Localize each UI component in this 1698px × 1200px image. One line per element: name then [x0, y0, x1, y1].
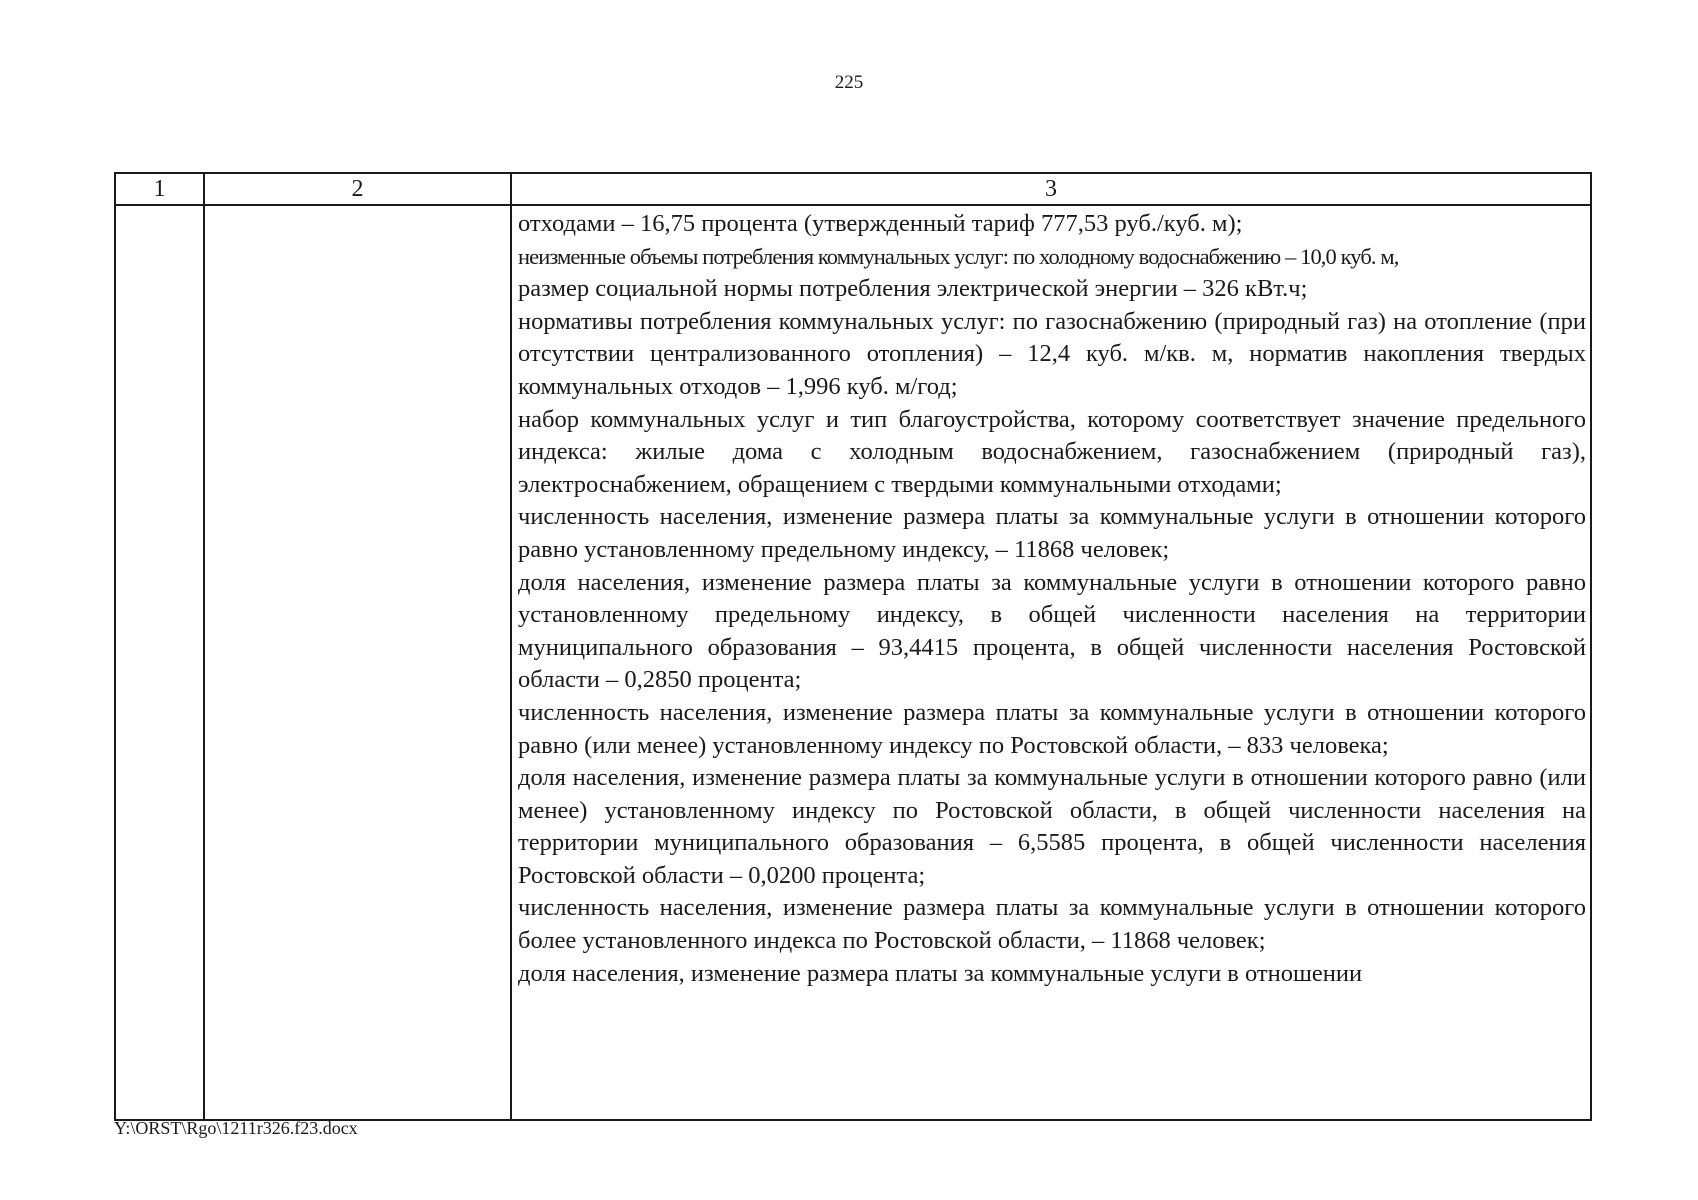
paragraph-unchanged-volumes: неизменные объемы потребления коммунальных услуг: по холодному водоснабжению – 10,0 куб. м,: [518, 243, 1399, 269]
document-table: [114, 172, 1592, 1121]
paragraph-social-norm: размер социальной нормы потребления электрической энергии – 326 кВт.ч;: [518, 275, 1308, 303]
column-header-2: 2: [204, 173, 511, 205]
paragraph-share-more: доля населения, изменение размера платы за коммунальные услуги в отношении: [518, 959, 1363, 987]
footer-file-path: Y:\ORST\Rgo\1211r326.f23.docx: [114, 1118, 358, 1138]
paragraph-population-less: численность населения, изменение размера платы за коммунальные услуги в отношении которого равно (или менее) установленному индексу по Ростовской области, – 833 человека;: [518, 698, 1586, 759]
paragraph-services-set: набор коммунальных услуг и тип благоустройства, которому соответствует значение предельного индекса: жилые дома с холодным водоснабжением, газоснабжением (природный газ), электроснабжением, обращением с твердыми коммунальными отходами;: [518, 405, 1586, 498]
paragraph-waste-tariff: отходами – 16,75 процента (утвержденный тариф 777,53 руб./куб. м);: [518, 210, 1243, 237]
cell-column-3: [511, 205, 1591, 1120]
paragraph-share-less: доля населения, изменение размера платы за коммунальные услуги в отношении которого равно (или менее) установленному индексу по Ростовской области, в общей численности населения на территории муниципального образования – 6,5585 процента, в общей численности населения Ростовской области – 0,0200 процента;: [518, 764, 1586, 889]
column-header-1: 1: [115, 173, 204, 205]
paragraph-share-equal: доля населения, изменение размера платы за коммунальные услуги в отношении которого равно установленному предельному индексу, в общей численности населения на территории муниципального образования – 93,4415 процента, в общей численности населения Ростовской области – 0,2850 процента;: [518, 568, 1586, 694]
table-row: [115, 205, 1591, 1120]
paragraph-consumption-norms: нормативы потребления коммунальных услуг: по газоснабжению (природный газ) на отопление (при отсутствии централизованного отопления) – 12,4 куб. м/кв. м, норматив накопления твердых коммунальных отходов – 1,996 куб. м/год;: [518, 307, 1586, 400]
column-header-3: 3: [511, 173, 1591, 205]
cell-column-2: [204, 205, 511, 1120]
cell-column-1: [115, 205, 204, 1120]
table-header-row: [115, 173, 1591, 205]
page-number: 225: [834, 72, 864, 93]
paragraph-population-more: численность населения, изменение размера платы за коммунальные услуги в отношении которого более установленного индекса по Ростовской области, – 11868 человек;: [518, 894, 1586, 955]
paragraph-population-equal: численность населения, изменение размера платы за коммунальные услуги в отношении которого равно установленному предельному индексу, – 11868 человек;: [518, 503, 1586, 563]
